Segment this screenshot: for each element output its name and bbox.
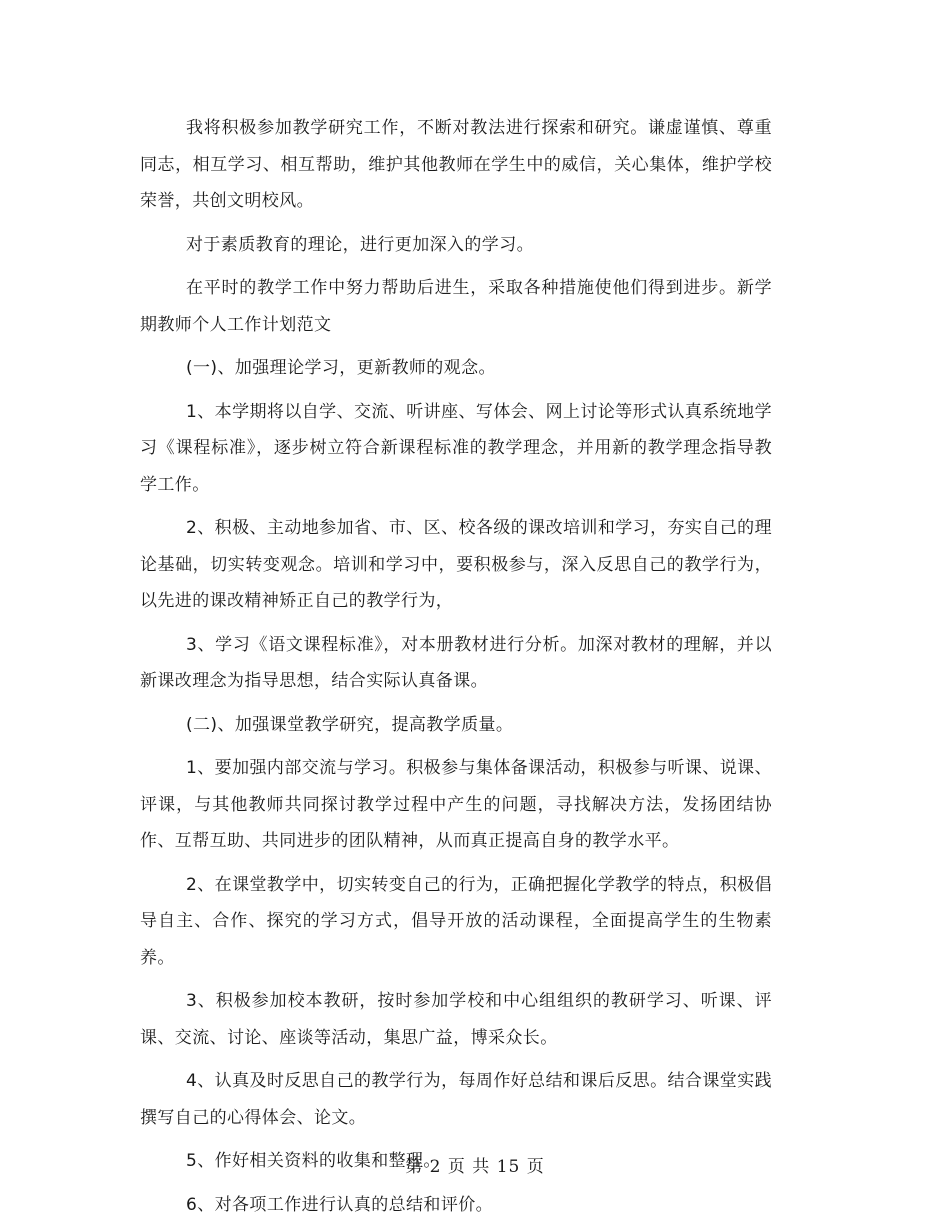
paragraph: 6、对各项工作进行认真的总结和评价。 — [186, 1194, 494, 1215]
page-number-footer: 第 2 页 共 15 页 — [405, 1157, 545, 1177]
paragraph: 1、本学期将以自学、交流、听讲座、写体会、网上讨论等形式认真系统地学习《课程标准》，逐步树立符合新课程标准的教学理念，并用新的教学理念指导教学工作。 — [140, 401, 772, 495]
paragraph: 3、学习《语文课程标准》，对本册教材进行分析。加深对教材的理解，并以新课改理念为指导思想，结合实际认真备课。 — [140, 634, 772, 691]
section-heading: (一)、加强理论学习，更新教师的观念。 — [186, 358, 496, 378]
paragraph: 1、要加强内部交流与学习。积极参与集体备课活动，积极参与听课、说课、评课，与其他教师共同探讨教学过程中产生的问题，寻找解决方法，发扬团结协作、互帮互助、共同进步的团队精神，从而真正提高自身的教学水平。 — [140, 758, 772, 851]
paragraph: 我将积极参加教学研究工作，不断对教法进行探索和研究。谦虚谨慎、尊重同志，相互学习、相互帮助，维护其他教师在学生中的威信，关心集体，维护学校荣誉，共创文明校风。 — [140, 118, 772, 211]
paragraph: 3、积极参加校本教研，按时参加学校和中心组组织的教研学习、听课、评课、交流、讨论、座谈等活动，集思广益，博采众长。 — [140, 991, 772, 1048]
section-heading: (二)、加强课堂教学研究，提高教学质量。 — [186, 714, 514, 735]
paragraph: 5、作好相关资料的收集和整理。 — [186, 1151, 441, 1171]
paragraph: 在平时的教学工作中努力帮助后进生，采取各种措施使他们得到进步。新学期教师个人工作计划范文 — [140, 278, 772, 335]
paragraph: 2、积极、主动地参加省、市、区、校各级的课改培训和学习，夯实自己的理论基础，切实转变观念。培训和学习中，要积极参与，深入反思自己的教学行为，以先进的课改精神矫正自己的教学行为， — [140, 518, 772, 611]
document-body — [140, 110, 772, 1230]
paragraph: 4、认真及时反思自己的教学行为，每周作好总结和课后反思。结合课堂实践撰写自己的心得体会、论文。 — [140, 1071, 772, 1128]
paragraph: 2、在课堂教学中，切实转变自己的行为，正确把握化学教学的特点，积极倡导自主、合作、探究的学习方式，倡导开放的活动课程，全面提高学生的生物素养。 — [140, 874, 772, 968]
paragraph: 对于素质教育的理论，进行更加深入的学习。 — [186, 234, 534, 255]
